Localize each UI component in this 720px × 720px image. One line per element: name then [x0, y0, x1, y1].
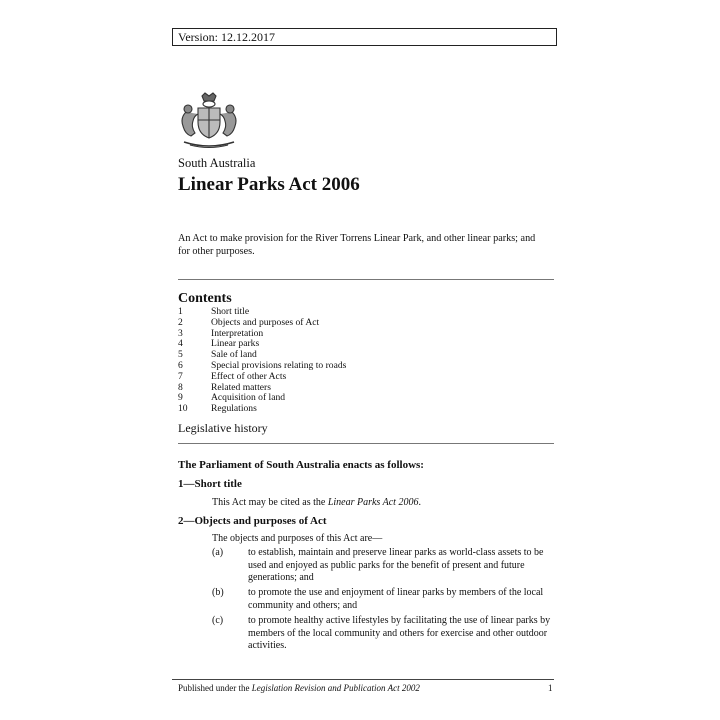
- footer-divider: [172, 679, 554, 680]
- page-number: 1: [548, 683, 553, 693]
- divider: [178, 279, 554, 280]
- paragraph-b: [212, 587, 552, 612]
- section-1-text: [212, 496, 421, 509]
- paragraph-text: to promote the use and enjoyment of linear parks by members of the local community and others; and: [248, 587, 544, 611]
- jurisdiction: South Australia: [178, 156, 256, 170]
- paragraph-text: to establish, maintain and preserve linear parks as world-class assets to be used and enjoyed as public parks for the benefit of present and future generations; and: [248, 547, 544, 583]
- toc-number: 7: [178, 370, 183, 382]
- table-of-contents: [178, 307, 498, 415]
- long-title: An Act to make provision for the River Torrens Linear Park, and other linear parks; and for other purposes.: [178, 233, 536, 257]
- toc-label: Effect of other Acts: [211, 370, 287, 382]
- paragraph-label: (b): [212, 587, 224, 598]
- toc-number: 5: [178, 349, 183, 361]
- toc-label: Interpretation: [211, 327, 264, 339]
- toc-number: 2: [178, 316, 183, 328]
- paragraph-label: (c): [212, 615, 224, 626]
- toc-label: Special provisions relating to roads: [211, 359, 347, 371]
- coat-of-arms-icon: [178, 92, 240, 150]
- toc-item[interactable]: [178, 404, 498, 415]
- toc-label: Acquisition of land: [211, 392, 286, 404]
- toc-number: 10: [178, 403, 188, 415]
- toc-number: 1: [178, 306, 183, 317]
- legislative-history-link[interactable]: Legislative history: [178, 421, 268, 435]
- section-1-text-before: This Act may be cited as the: [212, 497, 328, 508]
- act-citation: Linear Parks Act 2006: [327, 497, 419, 508]
- section-1-heading: 1—Short title: [178, 478, 242, 490]
- toc-number: 3: [178, 327, 183, 339]
- paragraph-label: (a): [212, 547, 224, 558]
- footer-publication-note: [178, 683, 420, 693]
- version-box: [172, 28, 557, 46]
- footer-act-name: Legislation Revision and Publication Act 2002: [251, 683, 420, 693]
- section-1-text-after: .: [418, 497, 421, 508]
- divider: [178, 443, 554, 444]
- toc-number: 9: [178, 392, 183, 404]
- toc-label: Sale of land: [211, 349, 257, 361]
- paragraph-text: to promote healthy active lifestyles by facilitating the use of linear parks by members of the local community and others for exercise and other outdoor activities.: [248, 615, 551, 651]
- toc-label: Objects and purposes of Act: [211, 316, 320, 328]
- enacting-formula: The Parliament of South Australia enacts as follows:: [178, 459, 424, 471]
- paragraph-c: [212, 615, 552, 653]
- version-text: Version: 12.12.2017: [178, 30, 275, 44]
- toc-label: Short title: [211, 306, 250, 317]
- toc-number: 8: [178, 381, 183, 393]
- toc-item[interactable]: [178, 372, 498, 383]
- contents-heading: Contents: [178, 291, 232, 306]
- footer-prefix: Published under the: [178, 683, 252, 693]
- section-2-heading: 2—Objects and purposes of Act: [178, 515, 327, 527]
- toc-item[interactable]: [178, 318, 498, 329]
- toc-number: 4: [178, 338, 183, 350]
- toc-label: Regulations: [211, 403, 257, 415]
- section-2-intro: The objects and purposes of this Act are—: [212, 533, 383, 544]
- paragraph-a: [212, 547, 552, 585]
- toc-label: Related matters: [211, 381, 271, 393]
- act-title: Linear Parks Act 2006: [178, 174, 360, 195]
- toc-label: Linear parks: [211, 338, 260, 350]
- toc-number: 6: [178, 359, 183, 371]
